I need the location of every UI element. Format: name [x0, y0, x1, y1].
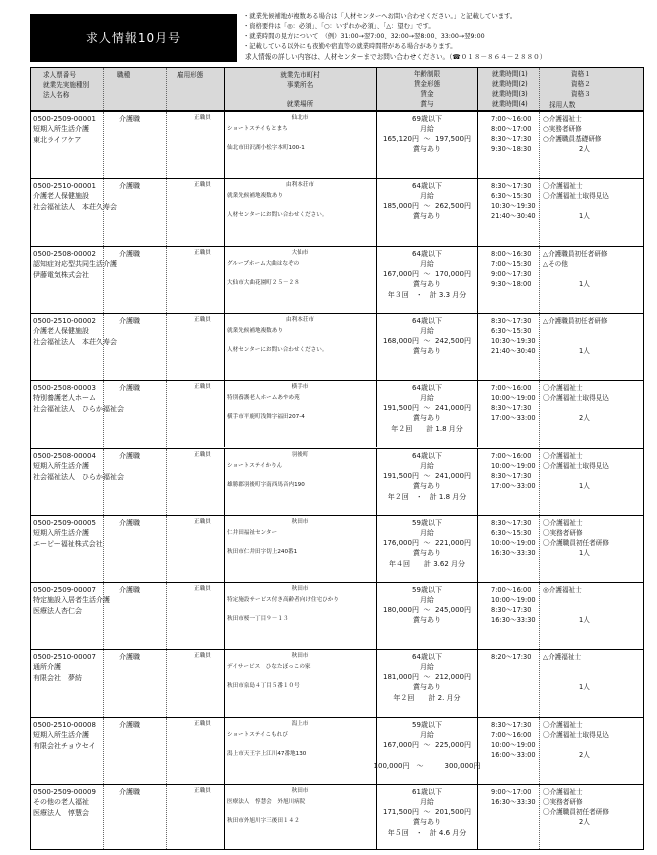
wage-range-sep: ～: [423, 269, 431, 278]
job-number: 0500-2509-00009: [33, 788, 96, 796]
work-address: 雄勝郡羽後町字南西馬音内190: [227, 481, 305, 488]
work-hours-2: 10:00～19:00: [491, 596, 536, 605]
office-name: 就業先候補地複数あり: [227, 193, 283, 200]
corporation-name: 医療法人杏仁会: [33, 607, 82, 616]
hire-count: 1人: [579, 683, 590, 692]
table-row: [31, 515, 643, 582]
work-address: 人材センターにお問い合わせください。: [227, 346, 328, 353]
employment-type: 正職員: [194, 720, 211, 727]
job-number: 0500-2509-00007: [33, 586, 96, 595]
work-city: 秋田市: [291, 518, 309, 525]
office-name: 就業先候補地複数あり: [227, 327, 283, 334]
work-hours-2: 7:00～15:30: [491, 259, 532, 268]
wage-max: 201,500円: [435, 808, 471, 816]
office-name: 特別養護老人ホームあやめ苑: [227, 395, 300, 402]
work-hours-3: 9:00～17:30: [491, 269, 532, 278]
page-title: 求人情報10月号: [30, 14, 237, 62]
work-address: 仙北市田沢湖小松字本町100-1: [227, 145, 305, 151]
employment-type: 正職員: [194, 586, 211, 593]
qualification-1: 〇介護福祉士: [543, 182, 583, 191]
work-address: 秋田市桜一丁目９－１３: [227, 616, 289, 623]
work-city: 仙北市: [291, 115, 309, 121]
wage-type: 月給: [420, 663, 434, 672]
job-number: 0500-2510-00008: [33, 720, 96, 729]
work-hours-3: 10:00～19:00: [491, 538, 536, 547]
work-hours-3: 8:30～17:30: [491, 606, 532, 615]
hire-count: 1人: [579, 346, 590, 355]
wage-range-sep: ～: [423, 606, 431, 615]
wage-type: 月給: [420, 461, 434, 470]
wage-type: 月給: [420, 259, 434, 268]
work-hours-2: 16:30～33:30: [491, 798, 536, 806]
wage-max: 225,000円: [435, 740, 471, 749]
work-hours-3: 8:30～17:30: [491, 404, 532, 413]
facility-type: 特別養護老人ホーム: [33, 394, 96, 403]
age-limit: 61歳以下: [412, 788, 442, 796]
bonus-detail: 年２回 計 2. 月分: [393, 694, 461, 703]
wage-range-sep: ～: [423, 673, 431, 682]
job-title: 介護職: [119, 249, 140, 258]
header-job: 職種: [117, 71, 131, 79]
employment-type: 正職員: [194, 788, 211, 794]
work-city: 由利本荘市: [286, 316, 314, 323]
table-header: [31, 68, 643, 111]
work-hours-2: 6:30～15:30: [491, 192, 532, 201]
wage-range-sep: ～: [423, 808, 431, 816]
work-hours-4: 9:30～18:00: [491, 279, 532, 288]
qualification-1: ○介護福祉士: [543, 115, 582, 123]
work-hours-1: 8:30～17:30: [491, 182, 532, 191]
header-job-number: 求人票番号: [43, 71, 76, 79]
job-title: 介護職: [119, 451, 140, 460]
note-line: ・就業先候補地が複数ある場合は「人材センターへお問い合わせください。」と記載しています。: [243, 13, 517, 20]
job-number: 0500-2509-00001: [33, 115, 96, 123]
wage-max: 242,500円: [435, 336, 471, 345]
work-address: 秋田市仁井田字切上240番1: [227, 548, 298, 555]
work-hours-3: 8:30～17:30: [491, 135, 532, 143]
employment-type: 正職員: [194, 653, 211, 660]
office-name: グループホーム大曲はなぞの: [227, 260, 300, 267]
corporation-name: 社会福祉法人 本荘久寿会: [33, 337, 117, 346]
facility-type: 通所介護: [33, 663, 61, 672]
corporation-name: 伊藤電気株式会社: [33, 270, 89, 279]
wage-range-sep: ～: [423, 202, 431, 211]
bonus: 賞与あり: [413, 212, 441, 221]
wage-min: 165,120円: [383, 135, 419, 143]
office-name: 仁井田福祉センター: [227, 529, 278, 536]
hire-count: 2人: [579, 750, 590, 759]
header-employment: 雇用形態: [177, 71, 204, 79]
facility-type: 短期入所生活介護: [33, 528, 89, 537]
qualification-2: 〇介護福祉士取得見込: [543, 192, 609, 201]
bonus: 賞与あり: [413, 414, 441, 423]
work-hours-1: 8:30～17:30: [491, 518, 532, 527]
age-limit: 64歳以下: [412, 653, 442, 662]
employment-type: 正職員: [194, 182, 211, 189]
note-line: ・記載している以外にも夜勤や宿直等の就業時間帯がある場合があります。: [243, 43, 457, 50]
qualification-2: 〇実務者研修: [543, 528, 583, 537]
employment-type: 正職員: [194, 115, 211, 121]
wage-max: 197,500円: [435, 135, 471, 143]
bonus: 賞与あり: [413, 145, 441, 153]
wage-type: 月給: [420, 596, 434, 605]
office-name: ショートステイこもれび: [227, 731, 288, 738]
hire-count: 1人: [579, 481, 590, 490]
job-number: 0500-2508-00002: [33, 249, 96, 258]
wage-min: 180,000円: [383, 606, 419, 615]
facility-type: 介護老人保健施設: [33, 192, 89, 201]
work-hours-2: 10:00～19:00: [491, 461, 536, 470]
job-title: 介護職: [119, 115, 140, 123]
table-row: [31, 717, 643, 784]
facility-type: 介護老人保健施設: [33, 326, 89, 335]
facility-type: その他の老人福祉: [33, 798, 89, 806]
note-contact: 求人情報の詳しい内容は、人材センターまでお問い合わせください。（☎０１８－８６４－２８８０）: [245, 53, 547, 61]
corporation-name: 社会福祉法人 本荘久寿会: [33, 203, 117, 212]
work-hours-1: 7:00～16:00: [491, 451, 532, 460]
work-hours-2: 6:30～15:30: [491, 528, 532, 537]
work-hours-3: 10:30～19:30: [491, 202, 536, 211]
job-title: 介護職: [119, 182, 140, 191]
job-title: 介護職: [119, 653, 140, 662]
work-hours-2: 6:30～15:30: [491, 326, 532, 335]
wage-type: 月給: [420, 798, 434, 806]
employment-type: 正職員: [194, 384, 211, 391]
office-name: 特定施設サービス付き高齢者向け住宅ひかり: [227, 597, 339, 604]
qualification-2: 〇介護福祉士取得見込: [543, 394, 609, 403]
corporation-name: 東北ライフケア: [33, 136, 82, 144]
age-limit: 69歳以下: [412, 115, 442, 123]
wage-min: 171,500円: [383, 808, 419, 816]
qualification-2: 〇介護福祉士取得見込: [543, 461, 609, 470]
bonus-detail: 年３回 ・ 計 3.3 月分: [387, 290, 467, 299]
hire-count: 1人: [579, 279, 590, 288]
header-work-place: 就業場所: [286, 100, 314, 108]
work-hours-4: 17:00～33:00: [491, 414, 536, 423]
hire-count: 1人: [579, 212, 590, 221]
work-hours-1: 7:00～16:00: [491, 384, 532, 393]
job-number: 0500-2510-00007: [33, 653, 96, 662]
qualification-1: ◎介護福祉士: [543, 586, 582, 595]
office-name: 医療法人 惇慧会 外旭川病院: [227, 799, 306, 805]
wage-range-sep: ～: [423, 740, 431, 749]
job-number: 0500-2508-00004: [33, 451, 96, 460]
wage-min: 191,500円: [383, 471, 419, 480]
wage-max: 170,000円: [435, 269, 471, 278]
wage-type: 月給: [420, 394, 434, 403]
qualification-1: △介護職員初任者研修: [543, 316, 608, 325]
facility-type: 特定施設入居者生活介護: [33, 596, 110, 605]
wage-max: 245,000円: [435, 606, 471, 615]
hire-count: 1人: [579, 548, 590, 557]
work-hours-1: 9:00～17:00: [491, 788, 532, 796]
header-qual-2: 資格２: [571, 80, 591, 88]
bonus: 賞与あり: [413, 548, 441, 557]
table-row: [31, 448, 643, 515]
age-limit: 59歳以下: [412, 586, 442, 595]
work-city: 秋田市: [291, 788, 309, 794]
work-city: 由利本荘市: [286, 182, 314, 189]
wage-type: 月給: [420, 326, 434, 335]
bonus: 賞与あり: [413, 683, 441, 692]
note-line: ・就業時間の見方について （例）31:00→翌7:00、32:00→翌8:00、33:00→翌9:00: [243, 33, 485, 40]
table-row: [31, 178, 643, 245]
wage-range-sep: ～: [423, 336, 431, 345]
wage-range-sep: ～: [423, 404, 431, 413]
wage-range-sep: ～: [423, 135, 431, 143]
qualification-1: △介護職員初任者研修: [543, 249, 608, 258]
header-office: 事業所名: [286, 81, 314, 89]
wage-range-sep: ～: [423, 538, 431, 547]
wage-max: 212,000円: [435, 673, 471, 682]
qualification-3: ○介護職員基礎研修: [543, 135, 602, 143]
office-name: ショートステイかりん: [227, 462, 283, 469]
work-hours-4: 21:40～30:40: [491, 346, 536, 355]
age-limit: 59歳以下: [412, 720, 442, 729]
facility-type: 認知症対応型共同生活介護: [33, 259, 117, 268]
hire-count: 2人: [579, 145, 590, 153]
job-table: [30, 67, 644, 850]
work-hours-3: 8:30～17:30: [491, 471, 532, 480]
employment-type: 正職員: [194, 316, 211, 323]
job-title: 介護職: [119, 788, 140, 796]
hire-count: 1人: [579, 616, 590, 625]
work-city: 秋田市: [291, 586, 309, 593]
job-title: 介護職: [119, 316, 140, 325]
employment-type: 正職員: [194, 518, 211, 525]
hire-count: 2人: [579, 818, 590, 826]
work-city: 横手市: [291, 384, 309, 391]
bonus: 賞与あり: [413, 481, 441, 490]
wage-type: 月給: [420, 192, 434, 201]
qualification-1: △介護福祉士: [543, 653, 582, 662]
wage-max: 241,000円: [435, 404, 471, 413]
table-row: [31, 246, 643, 313]
hire-count: 2人: [579, 414, 590, 423]
corporation-name: 社会福祉法人 ひらか福祉会: [33, 472, 124, 481]
work-hours-2: 8:00～17:00: [491, 125, 532, 133]
bonus-detail: 年２回 ・ 計 1.8 月分: [387, 492, 467, 501]
qualification-1: 〇介護福祉士: [543, 788, 583, 796]
work-city: 秋田市: [291, 653, 309, 660]
facility-type: 短期入所生活介護: [33, 125, 89, 133]
job-title: 介護職: [119, 586, 140, 595]
qualification-1: 〇介護福祉士: [543, 451, 583, 460]
bonus-detail: 年２回 計 1.8 月分: [391, 425, 463, 434]
header-city: 就業先市町村: [280, 71, 320, 79]
header-hours-4: 就業時間(4): [492, 100, 528, 108]
employment-type: 正職員: [194, 451, 211, 458]
work-city: 潟上市: [291, 720, 309, 727]
work-hours-4: 16:30～33:30: [491, 616, 536, 625]
age-limit: 64歳以下: [412, 451, 442, 460]
work-hours-3: 10:30～19:30: [491, 336, 536, 345]
wage-min: 168,000円: [383, 336, 419, 345]
bonus: 賞与あり: [413, 818, 441, 826]
corporation-name: エーピー福祉株式会社: [33, 539, 103, 548]
table-row: [31, 649, 643, 716]
table-row: [31, 111, 643, 178]
qualification-2: △その他: [543, 259, 568, 268]
work-hours-1: 8:30～17:30: [491, 720, 532, 729]
header-hours-1: 就業時間(1): [492, 70, 528, 78]
job-number: 0500-2510-00001: [33, 182, 96, 191]
wage-min: 185,000円: [383, 202, 419, 211]
wage-min: 167,000円: [383, 740, 419, 749]
job-number: 0500-2508-00003: [33, 384, 96, 393]
qualification-1: 〇介護福祉士: [543, 518, 583, 527]
work-hours-4: 21:40～30:40: [491, 212, 536, 221]
wage-min: 167,000円: [383, 269, 419, 278]
bonus: 賞与あり: [413, 279, 441, 288]
bonus-detail: 100,000円 ～ 300,000円: [373, 761, 481, 770]
header-hours-3: 就業時間(3): [492, 90, 528, 98]
work-hours-4: 9:30～18:30: [491, 145, 532, 153]
header-qual-3: 資格３: [571, 90, 591, 98]
work-hours-1: 7:00～16:00: [491, 586, 532, 595]
wage-max: 241,000円: [435, 471, 471, 480]
header-wage-type: 賃金形態: [413, 80, 441, 88]
job-title: 介護職: [119, 518, 140, 527]
work-hours-1: 8:00～16:30: [491, 249, 532, 258]
work-city: 羽後町: [291, 451, 309, 458]
work-address: 横手市平鹿町浅舞字福田207-4: [227, 414, 305, 421]
age-limit: 64歳以下: [412, 249, 442, 258]
work-hours-4: 16:30～33:30: [491, 548, 536, 557]
header-corporation: 法人名称: [43, 91, 70, 99]
header-wage: 賃金: [420, 90, 434, 98]
job-title: 介護職: [119, 720, 140, 729]
wage-type: 月給: [420, 730, 434, 739]
wage-max: 262,500円: [435, 202, 471, 211]
wage-type: 月給: [420, 528, 434, 537]
work-hours-1: 8:30～17:30: [491, 316, 532, 325]
bonus: 賞与あり: [413, 346, 441, 355]
header-bonus: 賞与: [420, 100, 434, 108]
corporation-name: 有限会社 夢紡: [33, 674, 82, 683]
qualification-3: 〇介護職員初任者研修: [543, 538, 609, 547]
bonus: 賞与あり: [413, 616, 441, 625]
wage-min: 176,000円: [383, 538, 419, 547]
work-hours-3: 10:00～19:00: [491, 740, 536, 749]
corporation-name: 社会福祉法人 ひらか福祉会: [33, 405, 124, 414]
age-limit: 64歳以下: [412, 316, 442, 325]
wage-max: 221,000円: [435, 538, 471, 547]
job-number: 0500-2509-00005: [33, 518, 96, 527]
header-qual-1: 資格１: [571, 70, 591, 78]
table-row: [31, 784, 643, 849]
corporation-name: 有限会社チョウセイ: [33, 741, 96, 750]
age-limit: 64歳以下: [412, 384, 442, 393]
office-name: デイサービス ひなたぼっこの家: [227, 664, 311, 671]
work-hours-4: 17:00～33:00: [491, 481, 536, 490]
work-address: 大仙市大曲花園町２５－２８: [227, 279, 300, 286]
work-address: 秋田市泉島４丁目５番１０号: [227, 683, 300, 690]
qualification-2: ○実務者研修: [543, 125, 582, 133]
job-number: 0500-2510-00002: [33, 316, 96, 325]
qualification-3: 〇介護職員初任者研修: [543, 808, 609, 816]
header-hours-2: 就業時間(2): [492, 80, 528, 88]
qualification-1: 〇介護福祉士: [543, 720, 583, 729]
work-hours-1: 7:00～16:00: [491, 115, 532, 123]
table-row: [31, 313, 643, 380]
work-address: 人材センターにお問い合わせください。: [227, 212, 328, 219]
work-address: 潟上市天王字上江川47番地130: [227, 750, 307, 757]
work-hours-2: 10:00～19:00: [491, 394, 536, 403]
table-row: [31, 582, 643, 649]
wage-range-sep: ～: [423, 471, 431, 480]
work-address: 秋田市外旭川字三後田１４２: [227, 818, 300, 824]
wage-min: 191,500円: [383, 404, 419, 413]
work-city: 大仙市: [291, 249, 309, 256]
table-row: [31, 380, 643, 447]
header-facility-type: 就業先実施種別: [43, 81, 90, 89]
wage-min: 181,000円: [383, 673, 419, 682]
work-hours-1: 8:20～17:30: [491, 653, 532, 662]
wage-type: 月給: [420, 125, 434, 133]
corporation-name: 医療法人 惇慧会: [33, 809, 89, 817]
job-title: 介護職: [119, 384, 140, 393]
header-age: 年齢制限: [413, 70, 441, 78]
facility-type: 短期入所生活介護: [33, 730, 89, 739]
note-line: ・資格要件は「◎：必須」、「○：いずれか必須」、「△：望む」です。: [243, 23, 435, 30]
qualification-2: 〇実務者研修: [543, 798, 583, 806]
office-name: ショートステイもとまち: [227, 126, 288, 132]
facility-type: 短期入所生活介護: [33, 461, 89, 470]
bonus-detail: 年５回 ・ 計 4.6 月分: [387, 829, 467, 837]
age-limit: 64歳以下: [412, 182, 442, 191]
bonus-detail: 年４回 計 3.62 月分: [388, 559, 466, 568]
employment-type: 正職員: [194, 249, 211, 256]
qualification-1: 〇介護福祉士: [543, 384, 583, 393]
work-hours-4: 16:00～33:00: [491, 750, 536, 759]
header-hires: 採用人数: [549, 101, 576, 109]
age-limit: 59歳以下: [412, 518, 442, 527]
work-hours-2: 7:00～16:00: [491, 730, 532, 739]
qualification-2: 〇介護福祉士取得見込: [543, 730, 609, 739]
